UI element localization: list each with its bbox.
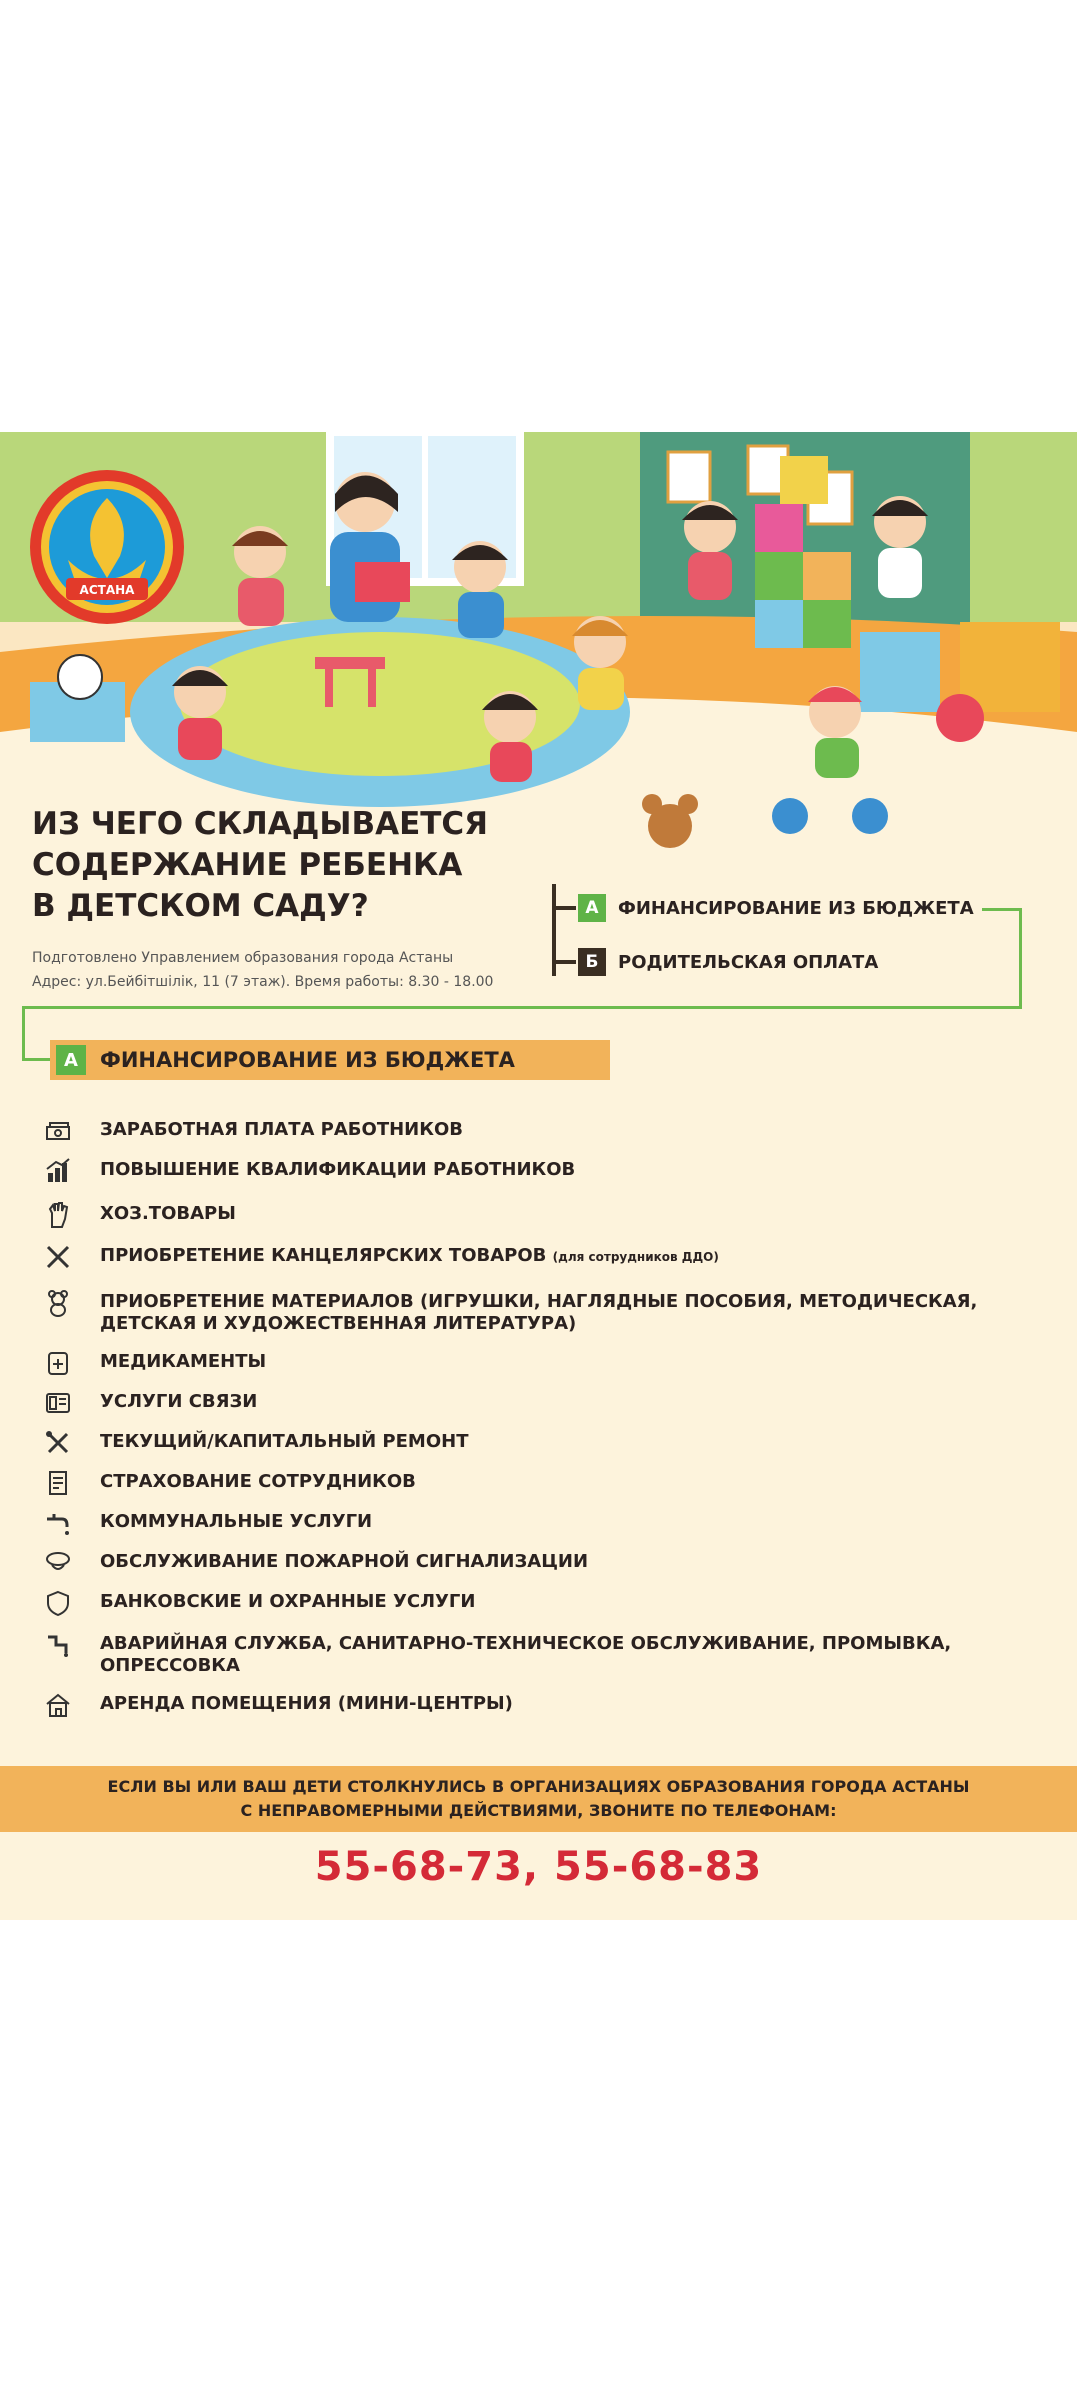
option-label: РОДИТЕЛЬСКАЯ ОПЛАТА — [618, 951, 879, 973]
section-title: ФИНАНСИРОВАНИЕ ИЗ БЮДЖЕТА — [100, 1048, 515, 1072]
list-item-label-continued: ДЕТСКАЯ И ХУДОЖЕСТВЕННАЯ ЛИТЕРАТУРА) — [100, 1313, 577, 1334]
money-stack-icon — [40, 1116, 76, 1146]
medicine-icon — [40, 1348, 76, 1378]
list-item — [40, 1588, 1020, 1618]
growth-chart-icon — [40, 1156, 76, 1186]
list-item-text: КОММУНАЛЬНЫЕ УСЛУГИ — [100, 1511, 373, 1532]
smoke-detector-icon — [40, 1548, 76, 1578]
list-item-text — [100, 1630, 951, 1677]
list-item-text: АРЕНДА ПОМЕЩЕНИЯ (МИНИ-ЦЕНТРЫ) — [100, 1693, 513, 1714]
list-item-text: ХОЗ.ТОВАРЫ — [100, 1203, 236, 1224]
teddy-bear-icon — [40, 1288, 76, 1318]
shield-icon — [40, 1588, 76, 1618]
poster-headline — [32, 804, 532, 927]
option-budget — [578, 894, 982, 922]
option-badge-b: Б — [578, 948, 606, 976]
phone-icon — [40, 1388, 76, 1418]
list-item-text: ЗАРАБОТНАЯ ПЛАТА РАБОТНИКОВ — [100, 1119, 463, 1140]
poster — [0, 432, 1077, 1920]
list-item — [40, 1348, 1020, 1378]
list-item — [40, 1388, 1020, 1418]
list-item-text — [100, 1288, 977, 1335]
headline-line: ИЗ ЧЕГО СКЛАДЫВАЕТСЯ — [32, 806, 489, 842]
document-icon — [40, 1468, 76, 1498]
list-item — [40, 1548, 1020, 1578]
credit-text — [32, 946, 493, 994]
list-item — [40, 1428, 1020, 1458]
list-item — [40, 1690, 1020, 1720]
notice-banner — [0, 1766, 1077, 1832]
list-item — [40, 1288, 1020, 1335]
list-item-text: СТРАХОВАНИЕ СОТРУДНИКОВ — [100, 1471, 416, 1492]
list-item-text: БАНКОВСКИЕ И ОХРАННЫЕ УСЛУГИ — [100, 1591, 476, 1612]
plumbing-icon — [40, 1630, 76, 1660]
list-item — [40, 1200, 1020, 1230]
notice-line: ЕСЛИ ВЫ ИЛИ ВАШ ДЕТИ СТОЛКНУЛИСЬ В ОРГАНИЗАЦИЯХ ОБРАЗОВАНИЯ ГОРОДА АСТАНЫ — [107, 1777, 970, 1796]
option-label: ФИНАНСИРОВАНИЕ ИЗ БЮДЖЕТА — [618, 897, 974, 919]
connector-into-section — [22, 1058, 52, 1061]
astana-emblem-icon — [28, 468, 186, 626]
bracket-tick-b — [552, 960, 576, 964]
credit-line-organization: Подготовлено Управлением образования города Астаны — [32, 950, 454, 966]
astana-emblem — [28, 468, 186, 626]
list-item-text: МЕДИКАМЕНТЫ — [100, 1351, 267, 1372]
list-item-label: АВАРИЙНАЯ СЛУЖБА, САНИТАРНО-ТЕХНИЧЕСКОЕ ОБСЛУЖИВАНИЕ, ПРОМЫВКА, — [100, 1633, 952, 1654]
list-item-text: УСЛУГИ СВЯЗИ — [100, 1391, 258, 1412]
list-item — [40, 1116, 1020, 1146]
list-item-text — [100, 1242, 719, 1268]
house-icon — [40, 1690, 76, 1720]
list-item — [40, 1630, 1020, 1677]
list-item-label: ПРИОБРЕТЕНИЕ КАНЦЕЛЯРСКИХ ТОВАРОВ — [100, 1245, 547, 1266]
bracket-tick-a — [552, 906, 576, 910]
list-item — [40, 1156, 1020, 1186]
scissors-icon — [40, 1242, 76, 1272]
option-badge-a: А — [578, 894, 606, 922]
phone-numbers[interactable]: 55-68-73, 55-68-83 — [314, 1844, 763, 1890]
list-item-text: ТЕКУЩИЙ/КАПИТАЛЬНЫЙ РЕМОНТ — [100, 1431, 469, 1452]
faucet-icon — [40, 1508, 76, 1538]
glove-icon — [40, 1200, 76, 1230]
connector-left-down — [22, 1006, 25, 1060]
list-item — [40, 1242, 1020, 1272]
list-item-label-continued: ОПРЕССОВКА — [100, 1655, 240, 1676]
tools-icon — [40, 1428, 76, 1458]
headline-line: В ДЕТСКОМ САДУ? — [32, 888, 369, 924]
notice-line: С НЕПРАВОМЕРНЫМИ ДЕЙСТВИЯМИ, ЗВОНИТЕ ПО ТЕЛЕФОНАМ: — [240, 1801, 837, 1820]
section-badge: А — [56, 1045, 86, 1075]
list-item-label: ПРИОБРЕТЕНИЕ МАТЕРИАЛОВ (ИГРУШКИ, НАГЛЯДНЫЕ ПОСОБИЯ, МЕТОДИЧЕСКАЯ, — [100, 1291, 978, 1312]
connector-bottom — [22, 1006, 1022, 1009]
list-item-text: ПОВЫШЕНИЕ КВАЛИФИКАЦИИ РАБОТНИКОВ — [100, 1159, 576, 1180]
list-item — [40, 1508, 1020, 1538]
svg-text:АСТАНА: АСТАНА — [79, 583, 135, 597]
option-parent-fee — [578, 948, 886, 976]
list-item-note: (для сотрудников ДДО) — [552, 1250, 719, 1264]
credit-line-address: Адрес: ул.Бейбітшілік, 11 (7 этаж). Время работы: 8.30 - 18.00 — [32, 974, 494, 990]
headline-line: СОДЕРЖАНИЕ РЕБЕНКА — [32, 847, 463, 883]
connector-down — [1019, 908, 1022, 1008]
section-header — [50, 1040, 610, 1080]
list-item — [40, 1468, 1020, 1498]
list-item-text: ОБСЛУЖИВАНИЕ ПОЖАРНОЙ СИГНАЛИЗАЦИИ — [100, 1551, 589, 1572]
